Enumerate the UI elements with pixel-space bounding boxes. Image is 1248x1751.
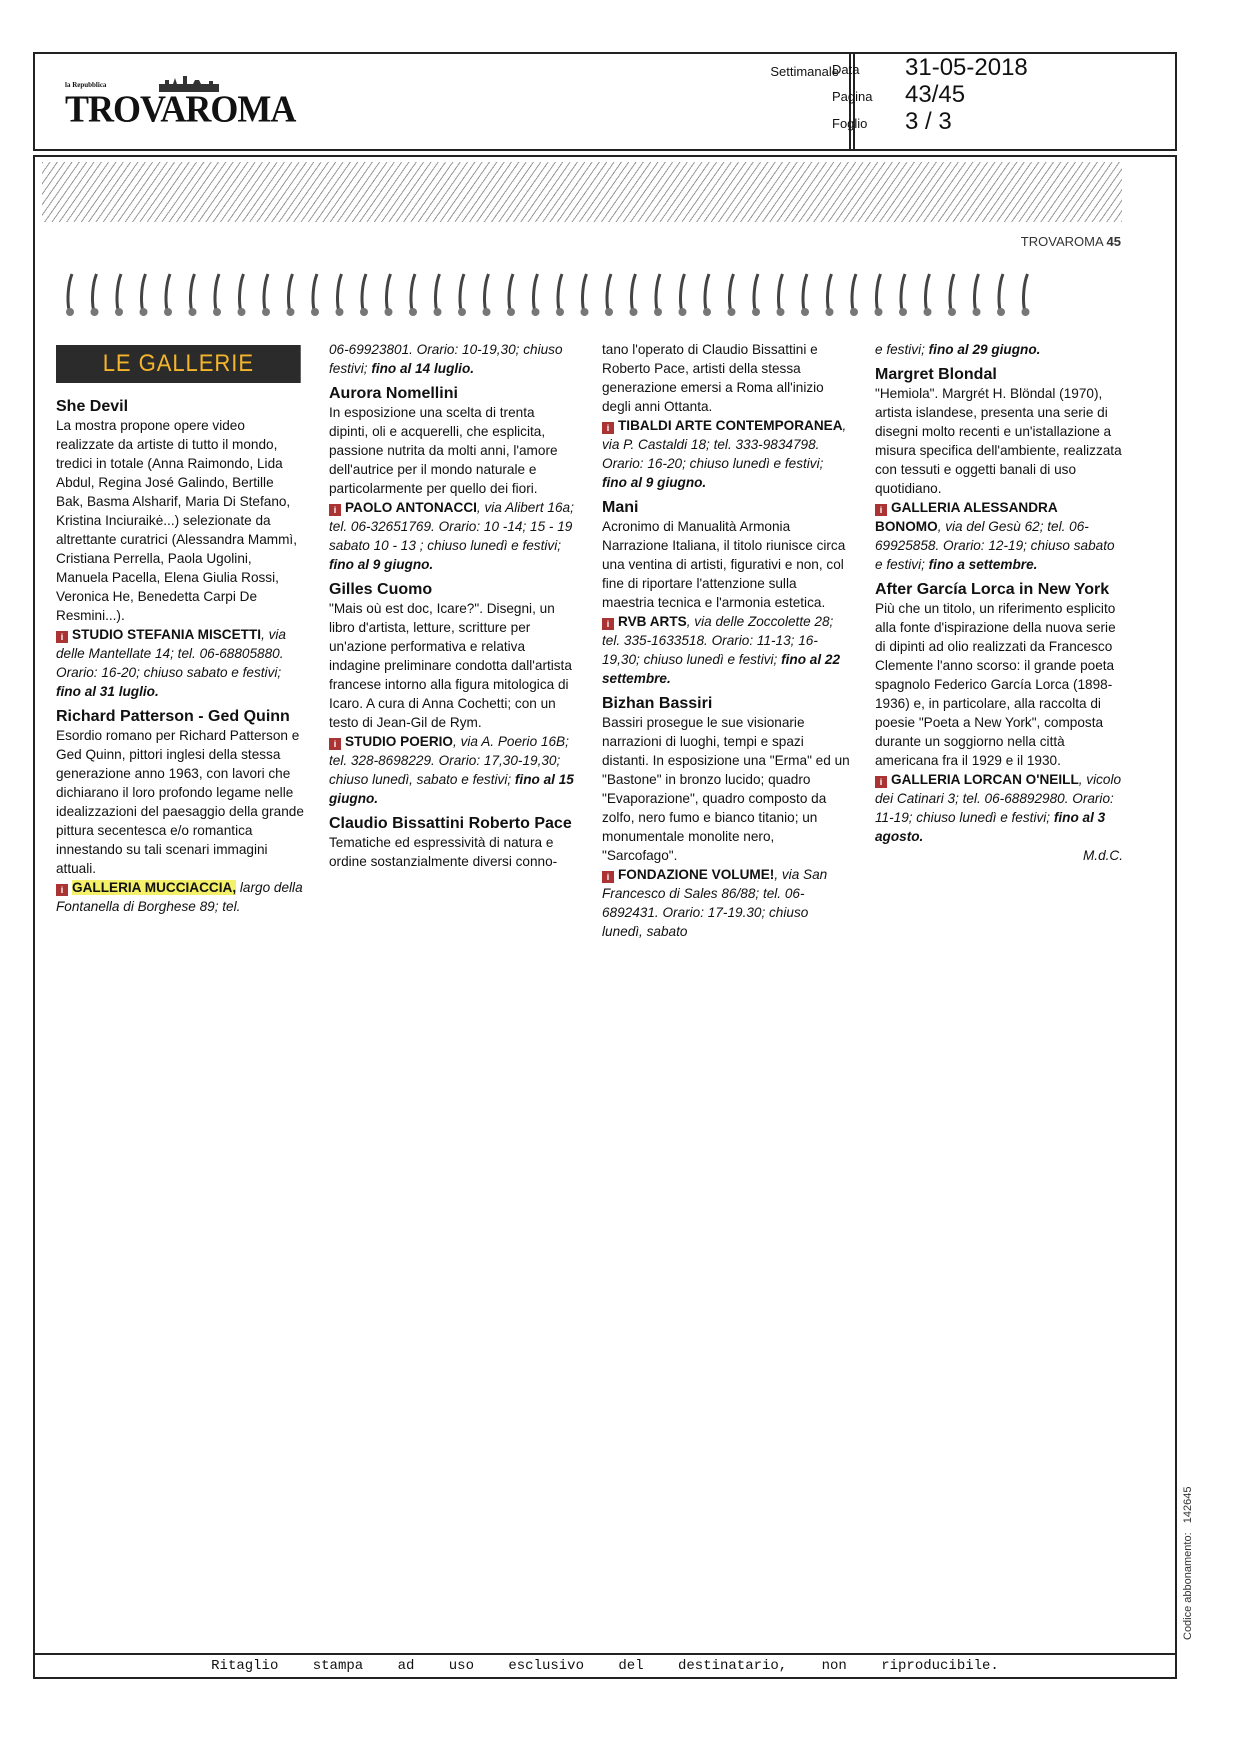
venue-name: GALLERIA ALESSANDRA BONOMO bbox=[875, 500, 1058, 534]
venue-details: , via delle Mantellate 14; tel. 06-68805880. Orario: 16-20; chiuso sabato e festivi; bbox=[56, 627, 286, 680]
spiral-hole bbox=[605, 308, 613, 316]
entry-info bbox=[329, 340, 577, 378]
spiral-hole bbox=[483, 308, 491, 316]
entry-info bbox=[56, 625, 304, 701]
spiral-hole bbox=[875, 308, 883, 316]
subscription-code-value: 142645 bbox=[1182, 1486, 1194, 1524]
spiral-hole bbox=[311, 308, 319, 316]
spiral-ring bbox=[436, 274, 440, 310]
info-icon: i bbox=[875, 776, 887, 788]
spiral-ring bbox=[362, 274, 366, 310]
spiral-hole bbox=[140, 308, 148, 316]
entry-info bbox=[602, 416, 850, 492]
entry-body: In esposizione una scelta di trenta dipinti, oli e acquerelli, che esplicita, passione nutrita da molti anni, l'amore dell'autrice per il mondo naturale e particolarmente per quello dei fiori. bbox=[329, 405, 558, 496]
info-icon: i bbox=[602, 618, 614, 630]
spiral-hole bbox=[899, 308, 907, 316]
entry-body: "Mais où est doc, Icare?". Disegni, un libro d'artista, letture, scritture per un'azione performativa e relativa indagine preliminare condotta dall'artista francese intorno alla figura mitologica di Icaro. A cura di Anna Cochetti; con un testo di Jean-Gil de Rym. bbox=[329, 601, 572, 730]
meta-value-data: 31-05-2018 bbox=[905, 54, 1028, 81]
entry-info bbox=[875, 770, 1123, 846]
spiral-hole bbox=[189, 308, 197, 316]
subscription-code-label: Codice abbonamento: bbox=[1182, 1532, 1194, 1640]
info-icon: i bbox=[602, 871, 614, 883]
spiral-ring bbox=[215, 274, 219, 310]
entry-info bbox=[875, 340, 1123, 359]
section-title: LE GALLERIE bbox=[56, 345, 301, 383]
spiral-ring bbox=[754, 274, 758, 310]
spiral-ring bbox=[681, 274, 685, 310]
entry-info bbox=[329, 732, 577, 808]
spiral-ring bbox=[926, 274, 930, 310]
venue-details: , via Alibert 16a; tel. 06-32651769. Orario: 10 -14; 15 - 19 sabato 10 - 13 ; chiuso lunedì e festivi; bbox=[329, 500, 574, 553]
spiral-hole bbox=[213, 308, 221, 316]
header-left-panel bbox=[35, 54, 851, 149]
entry-title: Mani bbox=[602, 499, 639, 516]
spiral-hole bbox=[581, 308, 589, 316]
venue-details: , via delle Zoccolette 28; tel. 335-1633518. Orario: 11-13; 16-19,30; chiuso lunedì e festivi; bbox=[602, 614, 834, 667]
spiral-hole bbox=[458, 308, 466, 316]
spiral-ring bbox=[117, 274, 121, 310]
subscription-code bbox=[1182, 1486, 1194, 1640]
spiral-ring bbox=[583, 274, 587, 310]
spiral-ring bbox=[828, 274, 832, 310]
spiral-ring bbox=[166, 274, 170, 310]
page-ref-number: 45 bbox=[1106, 234, 1121, 249]
venue-name: TIBALDI ARTE CONTEMPORANEA bbox=[618, 418, 843, 433]
spiral-ring bbox=[93, 274, 97, 310]
spiral-hole bbox=[507, 308, 515, 316]
venue-name: FONDAZIONE VOLUME! bbox=[618, 867, 775, 882]
spiral-ring bbox=[289, 274, 293, 310]
spiral-hole bbox=[801, 308, 809, 316]
end-date: fino al 31 luglio. bbox=[56, 684, 159, 699]
spiral-hole bbox=[532, 308, 540, 316]
venue-details: largo della Fontanella di Borghese 89; tel. bbox=[56, 880, 303, 914]
spiral-ring bbox=[901, 274, 905, 310]
entry-title: After García Lorca in New York bbox=[875, 581, 1110, 598]
end-date: fino al 3 agosto. bbox=[875, 810, 1106, 844]
venue-name: PAOLO ANTONACCI bbox=[345, 500, 477, 515]
entry-info bbox=[602, 865, 850, 941]
spiral-hole bbox=[826, 308, 834, 316]
spiral-binding-icon bbox=[62, 270, 1142, 320]
info-icon: i bbox=[875, 504, 887, 516]
spiral-hole bbox=[752, 308, 760, 316]
entry-info bbox=[329, 498, 577, 574]
spiral-hole bbox=[679, 308, 687, 316]
info-icon: i bbox=[56, 884, 68, 896]
spiral-hole bbox=[948, 308, 956, 316]
spiral-hole bbox=[409, 308, 417, 316]
spiral-hole bbox=[924, 308, 932, 316]
spiral-hole bbox=[777, 308, 785, 316]
venue-details: , via A. Poerio 16B; tel. 328-8698229. Orario: 17,30-19,30; chiuso lunedì, sabato e festivi; bbox=[329, 734, 569, 787]
page-ref-name: TROVAROMA bbox=[1020, 234, 1103, 249]
entry-title: Bizhan Bassiri bbox=[602, 695, 713, 712]
meta-value-foglio: 3 / 3 bbox=[905, 108, 952, 135]
entry-body: "Hemiola". Margrét H. Blöndal (1970), artista islandese, presenta una serie di disegni molto recenti e un'istallazione a misura specifica dell'ambiente, realizzata con tessuti e oggetti banali di uso quotidiano. bbox=[875, 386, 1122, 496]
meta-label-pagina: Pagina bbox=[832, 89, 873, 104]
spiral-hole bbox=[287, 308, 295, 316]
spiral-hole bbox=[336, 308, 344, 316]
info-icon: i bbox=[602, 422, 614, 434]
spiral-hole bbox=[164, 308, 172, 316]
spiral-ring bbox=[803, 274, 807, 310]
venue-details: , vicolo dei Catinari 3; tel. 06-68892980. Orario: 11-19; chiuso lunedì e festivi; bbox=[875, 772, 1122, 825]
venue-name: STUDIO POERIO bbox=[345, 734, 454, 749]
spiral-hole bbox=[385, 308, 393, 316]
spiral-hole bbox=[115, 308, 123, 316]
info-icon: i bbox=[329, 504, 341, 516]
entry-body: tano l'operato di Claudio Bissattini e Roberto Pace, artisti della stessa generazione emersi a Roma all'inizio degli anni Ottanta. bbox=[602, 342, 824, 414]
spiral-ring bbox=[142, 274, 146, 310]
spiral-ring bbox=[240, 274, 244, 310]
entry-body: Bassiri prosegue le sue visionarie narrazioni di luoghi, tempi e spazi distanti. In esposizione una "Erma" ed un "Bastone" in bronzo lucido; quadro "Evaporazione", quadro composto da zolfo, nero fumo e bianco titanio; un monumentale monolite nero, "Sarcofago". bbox=[602, 715, 850, 863]
spiral-ring bbox=[411, 274, 415, 310]
spiral-hole bbox=[997, 308, 1005, 316]
spiral-ring bbox=[509, 274, 513, 310]
trovaroma-logo: TROVAROMA bbox=[65, 88, 296, 130]
end-date: fino al 9 giugno. bbox=[602, 475, 707, 490]
spiral-ring bbox=[705, 274, 709, 310]
entry-info bbox=[56, 878, 304, 916]
spiral-ring bbox=[264, 274, 268, 310]
spiral-hole bbox=[728, 308, 736, 316]
spiral-hole bbox=[91, 308, 99, 316]
spiral-ring bbox=[460, 274, 464, 310]
meta-label-foglio: Foglio bbox=[832, 116, 868, 131]
entry-body: Acronimo di Manualità Armonia Narrazione Italiana, il titolo riunisce circa una ventina di artisti, figurativi e non, col fine di riportare l'attenzione sulla maestria tecnica e l'armonia estetica. bbox=[602, 519, 846, 610]
spiral-ring bbox=[877, 274, 881, 310]
footer-divider bbox=[33, 1653, 1177, 1655]
spiral-ring bbox=[1024, 274, 1028, 310]
hatched-band bbox=[42, 162, 1122, 222]
spiral-hole bbox=[630, 308, 638, 316]
entry-info bbox=[875, 498, 1123, 574]
spiral-hole bbox=[850, 308, 858, 316]
venue-details: e festivi; bbox=[875, 342, 929, 357]
spiral-ring bbox=[387, 274, 391, 310]
entry-body: Esordio romano per Richard Patterson e Ged Quinn, pittori inglesi della stessa generazione anno 1963, con lavori che dichiarano il loro profondo legame nelle idealizzazioni del paesaggio della grande pittura secentesca e/o romantica innestando su tali scenari immagini attuali. bbox=[56, 728, 304, 876]
entry-title: She Devil bbox=[56, 398, 129, 415]
end-date: fino al 22 settembre. bbox=[602, 652, 841, 686]
spiral-hole bbox=[262, 308, 270, 316]
end-date: fino al 29 giugno. bbox=[928, 342, 1041, 357]
end-date: fino al 14 luglio. bbox=[371, 361, 475, 376]
spiral-hole bbox=[1022, 308, 1030, 316]
publisher-small-logo: la Repubblica bbox=[65, 81, 107, 89]
venue-details: , via P. Castaldi 18; tel. 333-9834798. Orario: 16-20; chiuso lunedì e festivi; bbox=[602, 418, 847, 471]
spiral-hole bbox=[654, 308, 662, 316]
entry-title: Claudio Bissattini Roberto Pace bbox=[329, 815, 572, 832]
column-3 bbox=[602, 340, 850, 941]
footer-notice: Ritaglio stampa ad uso esclusivo del destinatario, non riproducibile. bbox=[211, 1658, 999, 1674]
spiral-ring bbox=[999, 274, 1003, 310]
spiral-ring bbox=[730, 274, 734, 310]
column-1 bbox=[56, 345, 304, 916]
entry-info bbox=[602, 612, 850, 688]
meta-value-pagina: 43/45 bbox=[905, 81, 966, 108]
info-icon: i bbox=[56, 631, 68, 643]
entry-title: Gilles Cuomo bbox=[329, 581, 433, 598]
spiral-ring bbox=[656, 274, 660, 310]
spiral-ring bbox=[313, 274, 317, 310]
spiral-ring bbox=[534, 274, 538, 310]
spiral-hole bbox=[360, 308, 368, 316]
spiral-hole bbox=[703, 308, 711, 316]
entry-title: Richard Patterson - Ged Quinn bbox=[56, 708, 290, 725]
spiral-ring bbox=[975, 274, 979, 310]
end-date: fino a settembre. bbox=[928, 557, 1038, 572]
venue-name: RVB ARTS bbox=[618, 614, 687, 629]
end-date: fino al 9 giugno. bbox=[329, 557, 434, 572]
meta-label-data: Data bbox=[832, 62, 860, 77]
venue-details: 06-69923801. Orario: 10-19,30; chiuso festivi; bbox=[329, 342, 563, 376]
spiral-hole bbox=[238, 308, 246, 316]
venue-details: , via San Francesco di Sales 86/88; tel. 06-6892431. Orario: 17-19.30; chiuso lunedì, sabato bbox=[602, 867, 828, 939]
spiral-ring bbox=[950, 274, 954, 310]
spiral-ring bbox=[632, 274, 636, 310]
spiral-ring bbox=[338, 274, 342, 310]
entry-body: Tematiche ed espressività di natura e ordine sostanzialmente diversi conno- bbox=[329, 835, 558, 869]
info-icon: i bbox=[329, 738, 341, 750]
entry-title: Aurora Nomellini bbox=[329, 385, 458, 402]
venue-details: , via del Gesù 62; tel. 06-69925858. Orario: 12-19; chiuso sabato e festivi; bbox=[875, 519, 1115, 572]
spiral-ring bbox=[68, 274, 72, 310]
spiral-hole bbox=[973, 308, 981, 316]
spiral-ring bbox=[485, 274, 489, 310]
page-reference bbox=[1021, 234, 1121, 249]
spiral-ring bbox=[852, 274, 856, 310]
entry-title: Margret Blondal bbox=[875, 366, 997, 383]
spiral-hole bbox=[556, 308, 564, 316]
spiral-hole bbox=[66, 308, 74, 316]
column-2 bbox=[329, 340, 577, 871]
entry-body: Più che un titolo, un riferimento esplicito alla fonte d'ispirazione della nuova serie di dipinti ad olio realizzati da Francesco Clemente l'anno scorso: il grande poeta spagnolo Federico García Lorca (1898-1936) e, in particolare, alla raccolta di poesie "Poeta a New York", composta durante un soggiorno nella città americana fra il 1929 e il 1930. bbox=[875, 601, 1116, 768]
venue-name-highlighted: GALLERIA MUCCIACCIA, bbox=[72, 880, 237, 895]
frequency-label: Settimanale bbox=[770, 64, 839, 79]
spiral-hole bbox=[434, 308, 442, 316]
end-date: fino al 15 giugno. bbox=[329, 772, 574, 806]
spiral-ring bbox=[191, 274, 195, 310]
spiral-ring bbox=[607, 274, 611, 310]
column-4 bbox=[875, 340, 1123, 865]
venue-name: GALLERIA LORCAN O'NEILL bbox=[891, 772, 1079, 787]
venue-name: STUDIO STEFANIA MISCETTI bbox=[72, 627, 262, 642]
author-signature: M.d.C. bbox=[1082, 848, 1123, 863]
entry-body: La mostra propone opere video realizzate da artiste di tutto il mondo, tredici in totale (Anna Raimondo, Lida Abdul, Regina José Galindo, Bertille Bak, Basma Alsharif, Maria Di Stefano, Kristina Inciuraikė...) selezionate da altrettante curatrici (Alessandra Mammì, Cristiana Perrella, Paola Ugolini, Manuela Pacella, Elena Giulia Rossi, Veronica He, Benedetta Carpi De Resmini...). bbox=[56, 418, 297, 623]
spiral-ring bbox=[558, 274, 562, 310]
spiral-ring bbox=[779, 274, 783, 310]
